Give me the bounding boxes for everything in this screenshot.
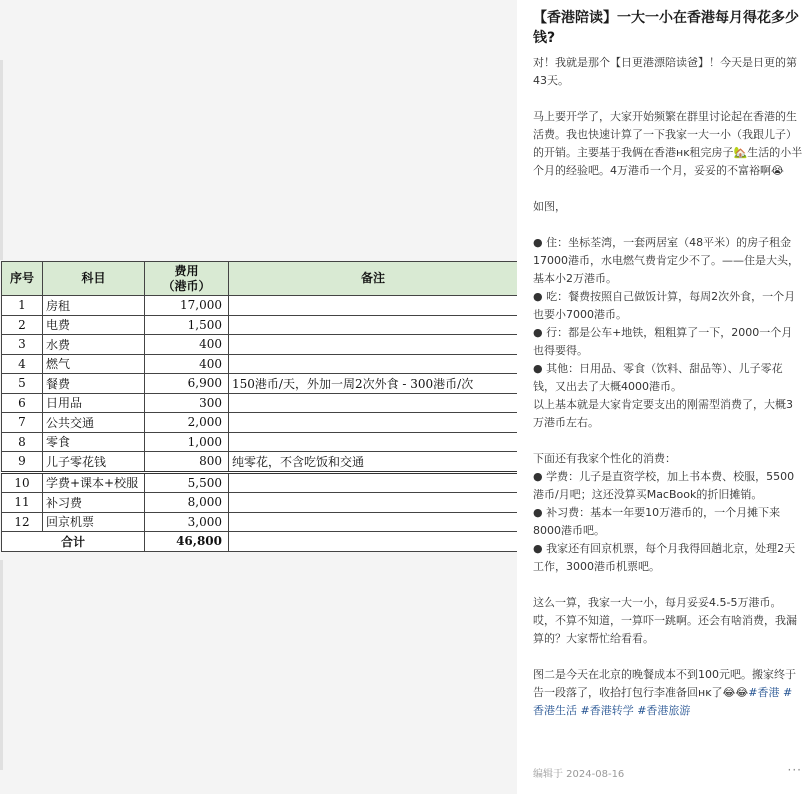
note-text: 150港币/天，外加一周2次外食 - 300港币/次 bbox=[229, 374, 518, 394]
paragraph-with-tags bbox=[533, 666, 803, 720]
fee-value: 2,000 bbox=[145, 413, 229, 433]
table-row bbox=[2, 296, 518, 316]
fee-value: 8,000 bbox=[145, 493, 229, 513]
header-note: 备注 bbox=[229, 262, 518, 296]
row-number: 8 bbox=[2, 432, 43, 452]
item-name: 房租 bbox=[43, 296, 145, 316]
table-row bbox=[2, 472, 518, 493]
item-name: 燃气 bbox=[43, 354, 145, 374]
edited-date: 编辑于 2024-08-16 bbox=[533, 769, 625, 780]
paragraph: ● 住：坐标荃湾，一套两居室（48平米）的房子租金17000港币，水电燃气费肯定少不了。——住是大头，基本小2万港币。 ● 吃：餐费按照自己做饭计算，每周2次外食，一个月也要小7000港币。 ● 行：都是公车+地铁，粗粗算了一下，2000一个月也得要得。 ● 其他：日用品、零食（饮料、甜品等）、儿子零花钱，又出去了大概4000港币。 以上基本就是大家肯定要支出的刚需型消费了，大概3万港币左右。 bbox=[533, 236, 799, 429]
row-number: 2 bbox=[2, 315, 43, 335]
total-value: 46,800 bbox=[145, 532, 229, 552]
post-panel bbox=[517, 0, 812, 794]
image-edge bbox=[0, 60, 3, 260]
table-body bbox=[2, 296, 518, 552]
row-number: 4 bbox=[2, 354, 43, 374]
item-name: 电费 bbox=[43, 315, 145, 335]
paragraph: 下面还有我家个性化的消费： ● 学费：儿子是直资学校，加上书本费、校服，5500港币/月吧；这还没算买MacBook的折旧摊销。 ● 补习费：基本一年要10万港币的，一个月摊下来8000港币吧。 ● 我家还有回京机票，每个月我得回趟北京，处理2天工作，3000港币机票吧。 bbox=[533, 452, 796, 573]
fee-value: 17,000 bbox=[145, 296, 229, 316]
item-name: 补习费 bbox=[43, 493, 145, 513]
note-text bbox=[229, 432, 518, 452]
hashtag-link[interactable]: #香港旅游 bbox=[637, 704, 691, 717]
fee-value: 400 bbox=[145, 354, 229, 374]
header-no: 序号 bbox=[2, 262, 43, 296]
fee-value: 300 bbox=[145, 393, 229, 413]
note-text bbox=[229, 296, 518, 316]
total-note bbox=[229, 532, 518, 552]
table-row bbox=[2, 432, 518, 452]
hashtag-link[interactable]: #香港生活 bbox=[533, 686, 793, 717]
table-header-row bbox=[2, 262, 518, 296]
row-number: 9 bbox=[2, 452, 43, 473]
note-text bbox=[229, 493, 518, 513]
note-text bbox=[229, 393, 518, 413]
row-number: 5 bbox=[2, 374, 43, 394]
fee-value: 1,500 bbox=[145, 315, 229, 335]
table-row bbox=[2, 493, 518, 513]
header-fee-line1: 费用 bbox=[174, 263, 199, 278]
ellipsis-icon[interactable]: ··· bbox=[787, 763, 802, 777]
paragraph: 如图， bbox=[533, 200, 566, 213]
post-title: 【香港陪读】一大一小在香港每月得花多少钱? bbox=[533, 10, 799, 46]
item-name: 回京机票 bbox=[43, 512, 145, 532]
total-row bbox=[2, 532, 518, 552]
image-edge bbox=[0, 560, 3, 770]
total-label: 合计 bbox=[2, 532, 145, 552]
row-number: 1 bbox=[2, 296, 43, 316]
fee-value: 3,000 bbox=[145, 512, 229, 532]
item-name: 水费 bbox=[43, 335, 145, 355]
item-name: 零食 bbox=[43, 432, 145, 452]
table-row bbox=[2, 512, 518, 532]
note-text: 纯零花，不含吃饭和交通 bbox=[229, 452, 518, 473]
note-text bbox=[229, 512, 518, 532]
table-row bbox=[2, 354, 518, 374]
paragraph: 马上要开学了，大家开始频繁在群里讨论起在香港的生活费。我也快速计算了一下我家一大一小（我跟儿子）的开销。主要基于我俩在香港ʜᴋ租完房子🏡生活的小半个月的经验吧。4万港币一个月，妥妥的不富裕啊😭 bbox=[533, 110, 803, 177]
hashtag-link[interactable]: #香港 bbox=[748, 686, 780, 699]
note-text bbox=[229, 354, 518, 374]
table-row bbox=[2, 315, 518, 335]
table-row bbox=[2, 374, 518, 394]
fee-value: 800 bbox=[145, 452, 229, 473]
paragraph: 这么一算，我家一大一小，每月妥妥4.5-5万港币。哎，不算不知道，一算吓一跳啊。还会有啥消费，我漏算的？大家帮忙给看看。 bbox=[533, 596, 797, 645]
table-row bbox=[2, 393, 518, 413]
note-text bbox=[229, 315, 518, 335]
expense-table bbox=[1, 261, 518, 552]
item-name: 餐费 bbox=[43, 374, 145, 394]
item-name: 公共交通 bbox=[43, 413, 145, 433]
header-fee-line2: （港币） bbox=[162, 278, 211, 293]
hashtag-link[interactable]: #香港转学 bbox=[580, 704, 634, 717]
header-fee bbox=[145, 262, 229, 296]
note-text bbox=[229, 335, 518, 355]
post-body bbox=[533, 54, 803, 720]
item-name: 学费+课本+校服 bbox=[43, 472, 145, 493]
row-number: 7 bbox=[2, 413, 43, 433]
fee-value: 5,500 bbox=[145, 472, 229, 493]
row-number: 11 bbox=[2, 493, 43, 513]
header-item: 科目 bbox=[43, 262, 145, 296]
fee-value: 6,900 bbox=[145, 374, 229, 394]
item-name: 日用品 bbox=[43, 393, 145, 413]
row-number: 12 bbox=[2, 512, 43, 532]
item-name: 儿子零花钱 bbox=[43, 452, 145, 473]
fee-value: 400 bbox=[145, 335, 229, 355]
table-row bbox=[2, 413, 518, 433]
fee-value: 1,000 bbox=[145, 432, 229, 452]
row-number: 6 bbox=[2, 393, 43, 413]
table-row bbox=[2, 452, 518, 473]
note-text bbox=[229, 413, 518, 433]
note-text bbox=[229, 472, 518, 493]
row-number: 3 bbox=[2, 335, 43, 355]
paragraph: 对！我就是那个【日更港漂陪读爸】！今天是日更的第43天。 bbox=[533, 56, 797, 87]
row-number: 10 bbox=[2, 472, 43, 493]
paragraph: 图二是今天在北京的晚餐成本不到100元吧。搬家终于告一段落了，收拾打包行李准备回ʜᴋ了😂😂 bbox=[533, 668, 796, 699]
table-row bbox=[2, 335, 518, 355]
